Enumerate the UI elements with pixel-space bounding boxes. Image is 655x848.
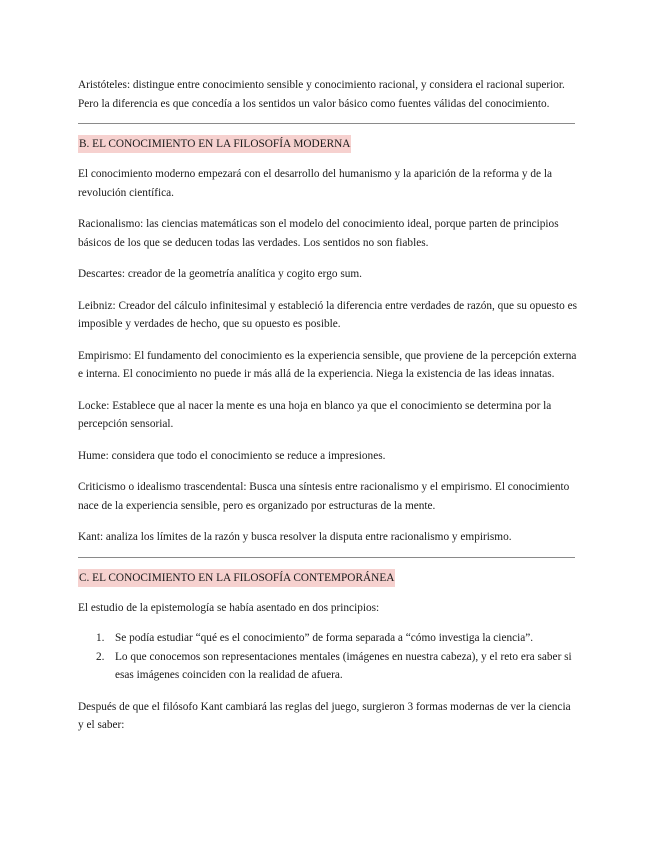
section-divider [78,557,575,558]
list-item [78,629,578,648]
paragraph-epistemologia: El estudio de la epistemología se había asentado en dos principios: [78,601,380,614]
paragraph-kant: Kant: analiza los límites de la razón y busca resolver la disputa entre racionalismo y empirismo. [78,531,512,543]
section-heading-b [78,134,578,152]
numbered-list [78,629,578,685]
list-item-text: Lo que conocemos son representaciones mentales (imágenes en nuestra cabeza), y el reto era saber si esas imágenes coinciden con la realidad de afuera. [115,650,572,681]
section-heading-b-text: B. EL CONOCIMIENTO EN LA FILOSOFÍA MODERNA [78,135,351,153]
paragraph-racionalismo: Racionalismo: las ciencias matemáticas son el modelo del conocimiento ideal, porque parten de principios básicos de los que se deducen todas las verdades. Los sentidos no son fiables. [78,218,559,249]
paragraph-empirismo: Empirismo: El fundamento del conocimiento es la experiencia sensible, que proviene de la percepción externa e interna. El conocimiento no puede ir más allá de la experiencia. Niega la existencia de las ideas innatas. [78,349,577,380]
list-item-number: 2. [96,650,105,663]
paragraph-locke: Locke: Establece que al nacer la mente es una hoja en blanco ya que el conocimiento se determina por la percepción sensorial. [78,399,552,430]
section-divider [78,123,575,124]
paragraph-leibniz: Leibniz: Creador del cálculo infinitesimal y estableció la diferencia entre verdades de razón, que su opuesto es imposible y verdades de hecho, que su opuesto es posible. [78,299,578,330]
section-heading-c-text: C. EL CONOCIMIENTO EN LA FILOSOFÍA CONTEMPORÁNEA [78,569,395,587]
document-content [78,76,578,735]
paragraph-criticismo: Criticismo o idealismo trascendental: Busca una síntesis entre racionalismo y el empirismo. El conocimiento nace de la experiencia sensible, pero es organizado por estructuras de la mente. [78,481,570,512]
paragraph-moderno: El conocimiento moderno empezará con el desarrollo del humanismo y la aparición de la reforma y de la revolución científica. [78,168,552,199]
paragraph-hume: Hume: considera que todo el conocimiento se reduce a impresiones. [78,449,386,462]
list-item-number: 1. [96,632,105,644]
paragraph-descartes: Descartes: creador de la geometría analítica y cogito ergo sum. [78,268,362,280]
section-heading-c [78,568,578,586]
list-item [78,648,578,685]
paragraph-despues: Después de que el filósofo Kant cambiará las reglas del juego, surgieron 3 formas modernas de ver la ciencia y el saber: [78,700,571,731]
paragraph-aristoteles: Aristóteles: distingue entre conocimiento sensible y conocimiento racional, y considera el racional superior. Pero la diferencia es que concedía a los sentidos un valor básico como fuentes válidas del conocimiento. [78,79,565,110]
list-item-text: Se podía estudiar “qué es el conocimiento” de forma separada a “cómo investiga la ciencia”. [115,632,534,644]
